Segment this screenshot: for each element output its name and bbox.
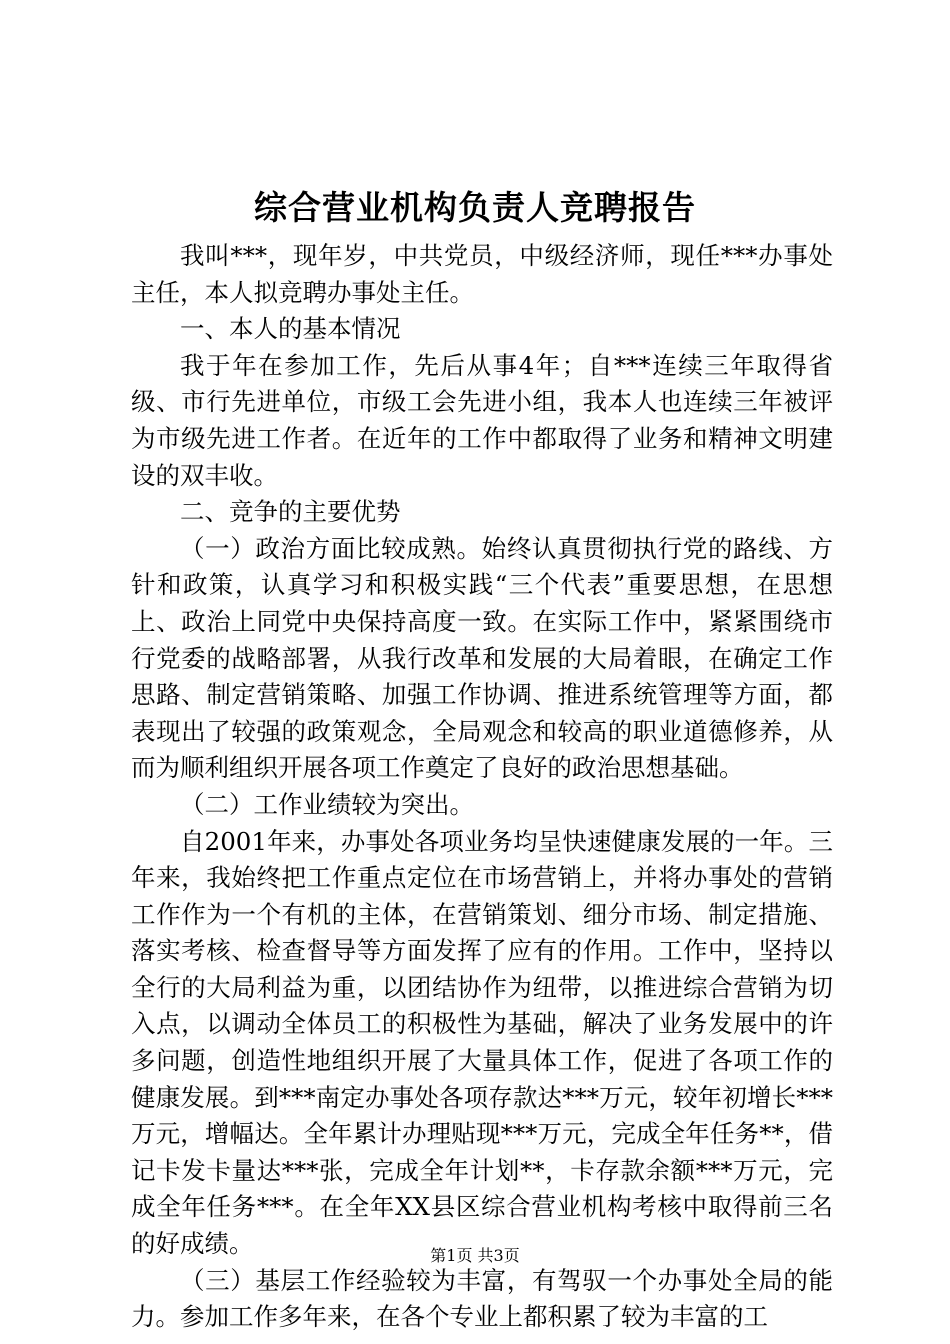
document-title: 综合营业机构负责人竞聘报告	[254, 188, 696, 227]
paragraph-performance: 自2001年来，办事处各项业务均呈快速健康发展的一年。三年来，我始终把工作重点定位在市场营销上，并将办事处的营销工作作为一个有机的主体，在营销策划、细分市场、制定措施、落实考核、检查督导等方面发挥了应有的作用。工作中，坚持以全行的大局利益为重，以团结协作为纽带，以推进综合营销为切入点，以调动全体员工的积极性为基础，解决了业务发展中的许多问题，创造性地组织开展了大量具体工作，促进了各项工作的健康发展。到***南定办事处各项存款达***万元，较年初增长***万元，增幅达。全年累计办理贴现***万元，完成全年任务**，借记卡发卡量达***张，完成全年计划**，卡存款余额***万元，完成全年任务***。在全年XX县区综合营业机构考核中取得前三名的好成绩。	[131, 826, 833, 1259]
section-heading-basic-info: 一、本人的基本情况	[180, 314, 401, 344]
document-body	[131, 238, 833, 1336]
page-footer: 第1页 共3页	[430, 1246, 520, 1265]
paragraph-intro: 我叫***，现年岁，中共党员，中级经济师，现任***办事处主任，本人拟竞聘办事处主任。	[131, 241, 833, 307]
paragraph-basic-info: 我于年在参加工作，先后从事4年；自***连续三年取得省级、市行先进单位，市级工会先进小组，我本人也连续三年被评为市级先进工作者。在近年的工作中都取得了业务和精神文明建设的双丰收。	[131, 350, 833, 490]
section-heading-advantages: 二、竞争的主要优势	[180, 497, 401, 527]
paragraph-experience: （三）基层工作经验较为丰富，有驾驭一个办事处全局的能力。参加工作多年来，在各个专业上都积累了较为丰富的工	[131, 1265, 833, 1332]
paragraph-political: （一）政治方面比较成熟。始终认真贯彻执行党的路线、方针和政策，认真学习和积极实践“三个代表”重要思想，在思想上、政治上同党中央保持高度一致。在实际工作中，紧紧围绕市行党委的战略部署，从我行改革和发展的大局着眼，在确定工作思路、制定营销策略、加强工作协调、推进系统管理等方面，都表现出了较强的政策观念，全局观念和较高的职业道德修养，从而为顺利组织开展各项工作奠定了良好的政治思想基础。	[131, 533, 833, 783]
subheading-performance: （二）工作业绩较为突出。	[180, 789, 474, 819]
